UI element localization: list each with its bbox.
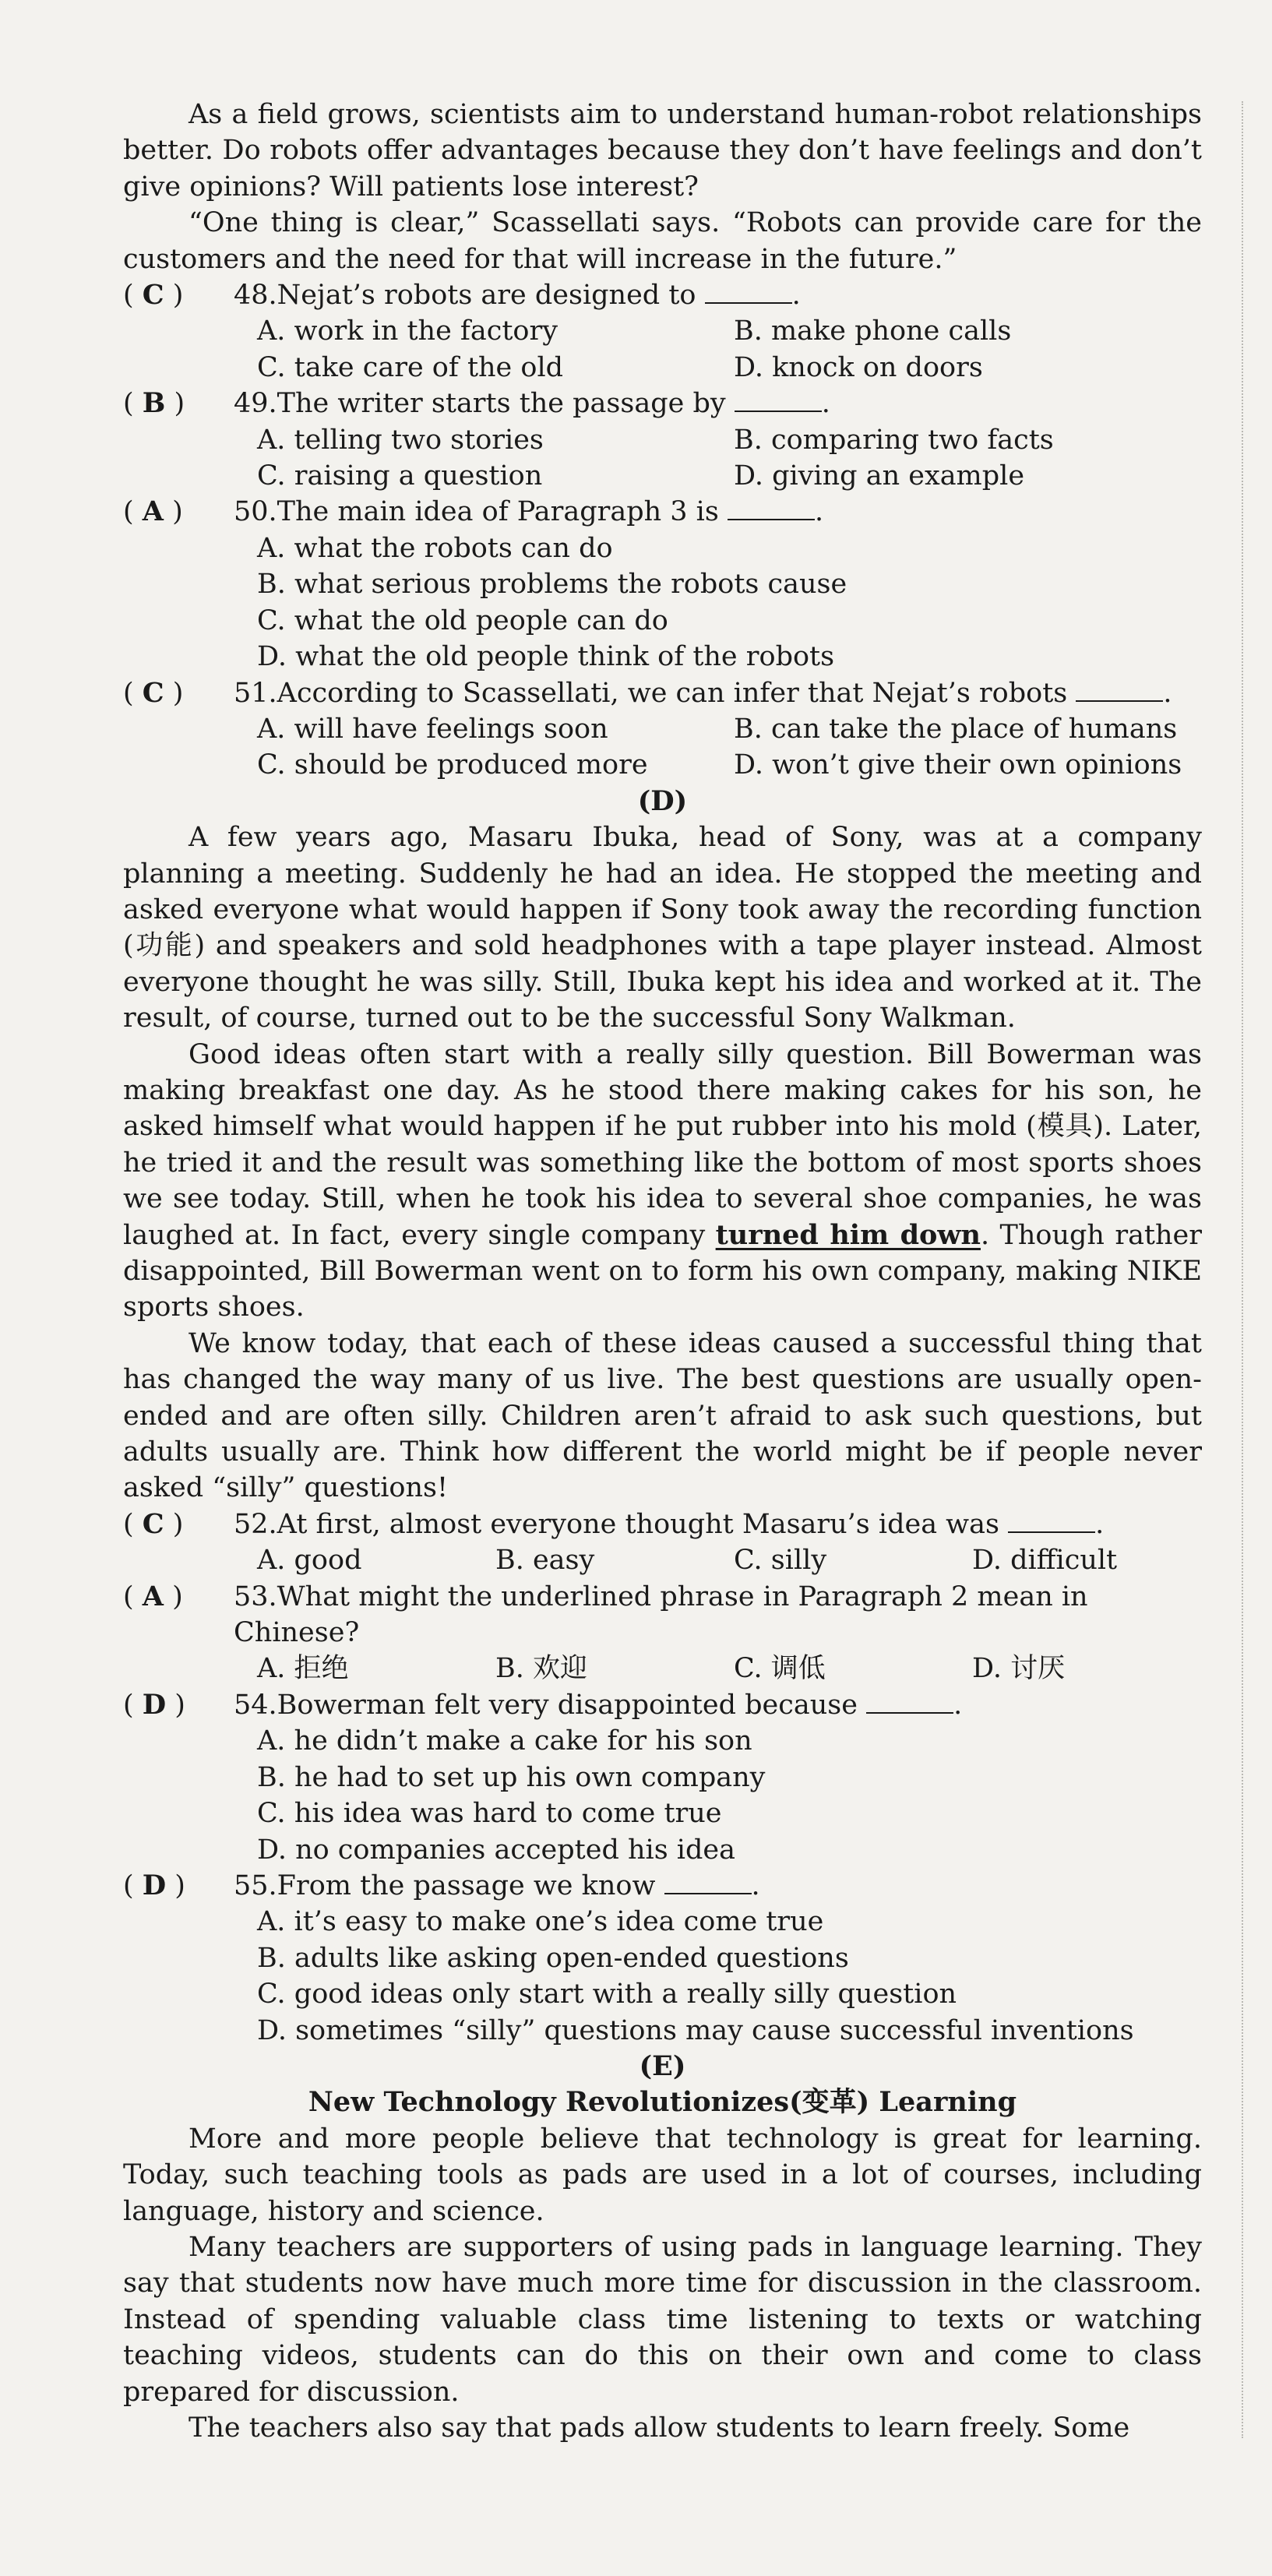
answer-blank — [735, 387, 822, 412]
option-b: B. make phone calls — [734, 315, 1012, 347]
option-b: B. he had to set up his own company — [257, 1761, 766, 1793]
answer-bracket: ( A ) — [123, 495, 183, 528]
question-stem: What might the underlined phrase in Paragraph 2 mean in Chinese? — [234, 1580, 1088, 1649]
answer-blank — [1076, 677, 1163, 702]
answer-blank — [705, 279, 792, 304]
answer-bracket: ( C ) — [123, 279, 184, 312]
answer-blank — [664, 1869, 752, 1894]
question-48 — [123, 277, 1202, 386]
question-stem-row — [123, 386, 1202, 421]
part-e — [123, 2049, 1202, 2446]
section-heading: (E) — [639, 2049, 686, 2082]
question-stem: Nejat’s robots are designed to — [277, 280, 696, 312]
answer-bracket: ( A ) — [123, 1580, 183, 1612]
question-text — [234, 1506, 1202, 1542]
answer-letter: C — [142, 279, 164, 312]
question-text — [234, 1687, 1202, 1723]
passage-paragraph: As a field grows, scientists aim to understand human-robot relationships better. Do robots offer advantages because they don’t have feelings and don’t give opinions? Will patients lose interest? — [123, 99, 1202, 203]
option-d: D. difficult — [972, 1545, 1118, 1577]
passage-paragraph: More and more people believe that technology is great for learning. Today, such teaching tools as pads are used in a lot of courses, including language, history and science. — [123, 2123, 1202, 2227]
answer-letter: C — [142, 1507, 164, 1540]
option-d: D. no companies accepted his idea — [257, 1834, 735, 1866]
paragraph-text: Good ideas often start with a really silly question. Bill Bowerman was making breakfast one day. As he stood there making cakes for his son, he asked himself what would happen if he put rubber into his mold (模具). Later, he tried it and the result was something like the bottom of most sports shoes we see today. Still, when he took his idea to several shoe companies, he was laughed at. In fact, every single company — [123, 1038, 1202, 1251]
passage-paragraph: The teachers also say that pads allow students to learn freely. Some — [189, 2412, 1130, 2444]
option-d: D. what the old people think of the robots — [257, 641, 835, 673]
option-c: C. raising a question — [257, 460, 543, 492]
option-a: A. 拒绝 — [257, 1653, 349, 1685]
question-number: 51. — [234, 677, 277, 709]
question-text — [234, 1868, 1202, 1904]
answer-bracket: ( C ) — [123, 1507, 184, 1540]
option-a: A. telling two stories — [257, 424, 544, 456]
question-54 — [123, 1687, 1202, 1868]
option-b: B. 欢迎 — [495, 1653, 587, 1685]
question-stem: At first, almost everyone thought Masaru’s idea was — [277, 1508, 999, 1540]
question-stem: According to Scassellati, we can infer that Nejat’s robots — [277, 677, 1068, 709]
answer-letter: A — [142, 495, 164, 528]
options — [123, 1723, 1202, 1868]
option-c: C. should be produced more — [257, 749, 648, 781]
passage-paragraph — [123, 1037, 1202, 1326]
passage-paragraph: A few years ago, Masaru Ibuka, head of Sony, was at a company planning a meeting. Suddenly he had an idea. He stopped the meeting and asked everyone what would happen if Sony took away the recording function (功能) and speakers and sold headphones with a tape player instead. Almost everyone thought he was silly. Still, Ibuka kept his idea and worked at it. The result, of course, turned out to be the successful Sony Walkman. — [123, 822, 1202, 1034]
question-number: 48. — [234, 280, 277, 312]
question-stem-row — [123, 1579, 1202, 1651]
passage-title: New Technology Revolutionizes(变革) Learning — [308, 2086, 1017, 2119]
options — [123, 313, 1202, 386]
option-a: A. what the robots can do — [257, 532, 613, 564]
question-text — [234, 675, 1202, 711]
answer-letter: D — [142, 1688, 167, 1721]
options — [123, 1651, 1202, 1686]
question-end: . — [751, 1869, 760, 1901]
option-d: D. 讨厌 — [972, 1653, 1066, 1685]
question-stem-row — [123, 1868, 1202, 1904]
answer-bracket: ( C ) — [123, 676, 184, 709]
option-c: C. good ideas only start with a really silly question — [257, 1979, 957, 2010]
question-stem: The writer starts the passage by — [277, 388, 726, 420]
question-text — [234, 386, 1202, 421]
question-number: 52. — [234, 1508, 277, 1540]
passage-paragraph: “One thing is clear,” Scassellati says. “Robots can provide care for the customers and the need for that will increase in the future.” — [123, 207, 1202, 275]
question-number: 49. — [234, 388, 277, 420]
options — [123, 530, 1202, 675]
question-number: 53. — [234, 1580, 277, 1612]
part-c — [123, 97, 1202, 784]
part-d — [123, 784, 1202, 2049]
margin-rule — [1242, 101, 1243, 2438]
option-a: A. he didn’t make a cake for his son — [257, 1725, 752, 1757]
question-stem-row — [123, 277, 1202, 313]
option-a: A. good — [257, 1545, 362, 1577]
question-end: . — [821, 388, 830, 420]
option-c: C. what the old people can do — [257, 604, 668, 636]
underlined-phrase: turned him down — [715, 1218, 981, 1251]
question-50 — [123, 494, 1202, 675]
option-b: B. comparing two facts — [734, 424, 1054, 456]
option-d: D. knock on doors — [734, 351, 983, 383]
options — [123, 1542, 1202, 1578]
option-b: B. can take the place of humans — [734, 713, 1178, 745]
question-52 — [123, 1506, 1202, 1579]
option-a: A. will have feelings soon — [257, 713, 608, 745]
question-number: 50. — [234, 496, 277, 528]
answer-letter: D — [142, 1869, 167, 1901]
answer-letter: B — [142, 387, 166, 420]
option-d: D. giving an example — [734, 460, 1025, 492]
question-number: 55. — [234, 1869, 277, 1901]
question-number: 54. — [234, 1689, 277, 1721]
option-c: C. silly — [734, 1545, 827, 1577]
options — [123, 1904, 1202, 2049]
question-51 — [123, 675, 1202, 784]
section-heading: (D) — [637, 784, 688, 817]
question-55 — [123, 1868, 1202, 2049]
question-text — [234, 277, 1202, 313]
option-c: C. 调低 — [734, 1653, 826, 1685]
paragraph-text: . Though rather disappointed, Bill Bowerman went on to form his own company, making NIKE sports shoes. — [123, 1219, 1202, 1323]
option-d: D. won’t give their own opinions — [734, 749, 1182, 781]
question-end: . — [953, 1689, 963, 1721]
option-c: C. his idea was hard to come true — [257, 1798, 722, 1830]
options — [123, 711, 1202, 784]
option-b: B. what serious problems the robots cause — [257, 569, 847, 601]
question-53 — [123, 1579, 1202, 1687]
passage-paragraph: We know today, that each of these ideas caused a successful thing that has changed the way many of us live. The best questions are usually open-ended and are often silly. Children aren’t afraid to ask such questions, but adults usually are. Think how different the world might be if people never asked “silly” questions! — [123, 1327, 1202, 1504]
option-d: D. sometimes “silly” questions may cause successful inventions — [257, 2014, 1134, 2046]
option-c: C. take care of the old — [257, 351, 564, 383]
question-end: . — [1095, 1508, 1105, 1540]
options — [123, 422, 1202, 495]
question-stem-row — [123, 1506, 1202, 1542]
question-49 — [123, 386, 1202, 494]
answer-letter: C — [142, 676, 164, 709]
passage-paragraph: Many teachers are supporters of using pads in language learning. They say that students now have much more time for discussion in the classroom. Instead of spending valuable class time listening to texts or watching teaching videos, students can do this on their own and come to class prepared for discussion. — [123, 2231, 1202, 2408]
question-stem-row — [123, 675, 1202, 711]
answer-letter: A — [142, 1580, 164, 1612]
question-text — [234, 1579, 1202, 1651]
option-a: A. work in the factory — [257, 315, 558, 347]
question-text — [234, 494, 1202, 530]
question-stem: The main idea of Paragraph 3 is — [277, 496, 719, 528]
option-a: A. it’s easy to make one’s idea come true — [257, 1906, 824, 1938]
question-stem-row — [123, 1687, 1202, 1723]
answer-blank — [728, 495, 815, 520]
answer-bracket: ( D ) — [123, 1688, 185, 1721]
answer-blank — [1008, 1508, 1095, 1533]
answer-blank — [866, 1689, 953, 1714]
question-end: . — [814, 496, 824, 528]
question-stem-row — [123, 494, 1202, 530]
question-end: . — [1163, 677, 1172, 709]
answer-bracket: ( D ) — [123, 1869, 185, 1901]
question-stem: From the passage we know — [277, 1869, 656, 1901]
question-stem: Bowerman felt very disappointed because — [277, 1689, 858, 1721]
option-b: B. adults like asking open-ended questions — [257, 1942, 849, 1974]
option-b: B. easy — [495, 1545, 595, 1577]
question-end: . — [791, 280, 801, 312]
answer-bracket: ( B ) — [123, 387, 185, 420]
